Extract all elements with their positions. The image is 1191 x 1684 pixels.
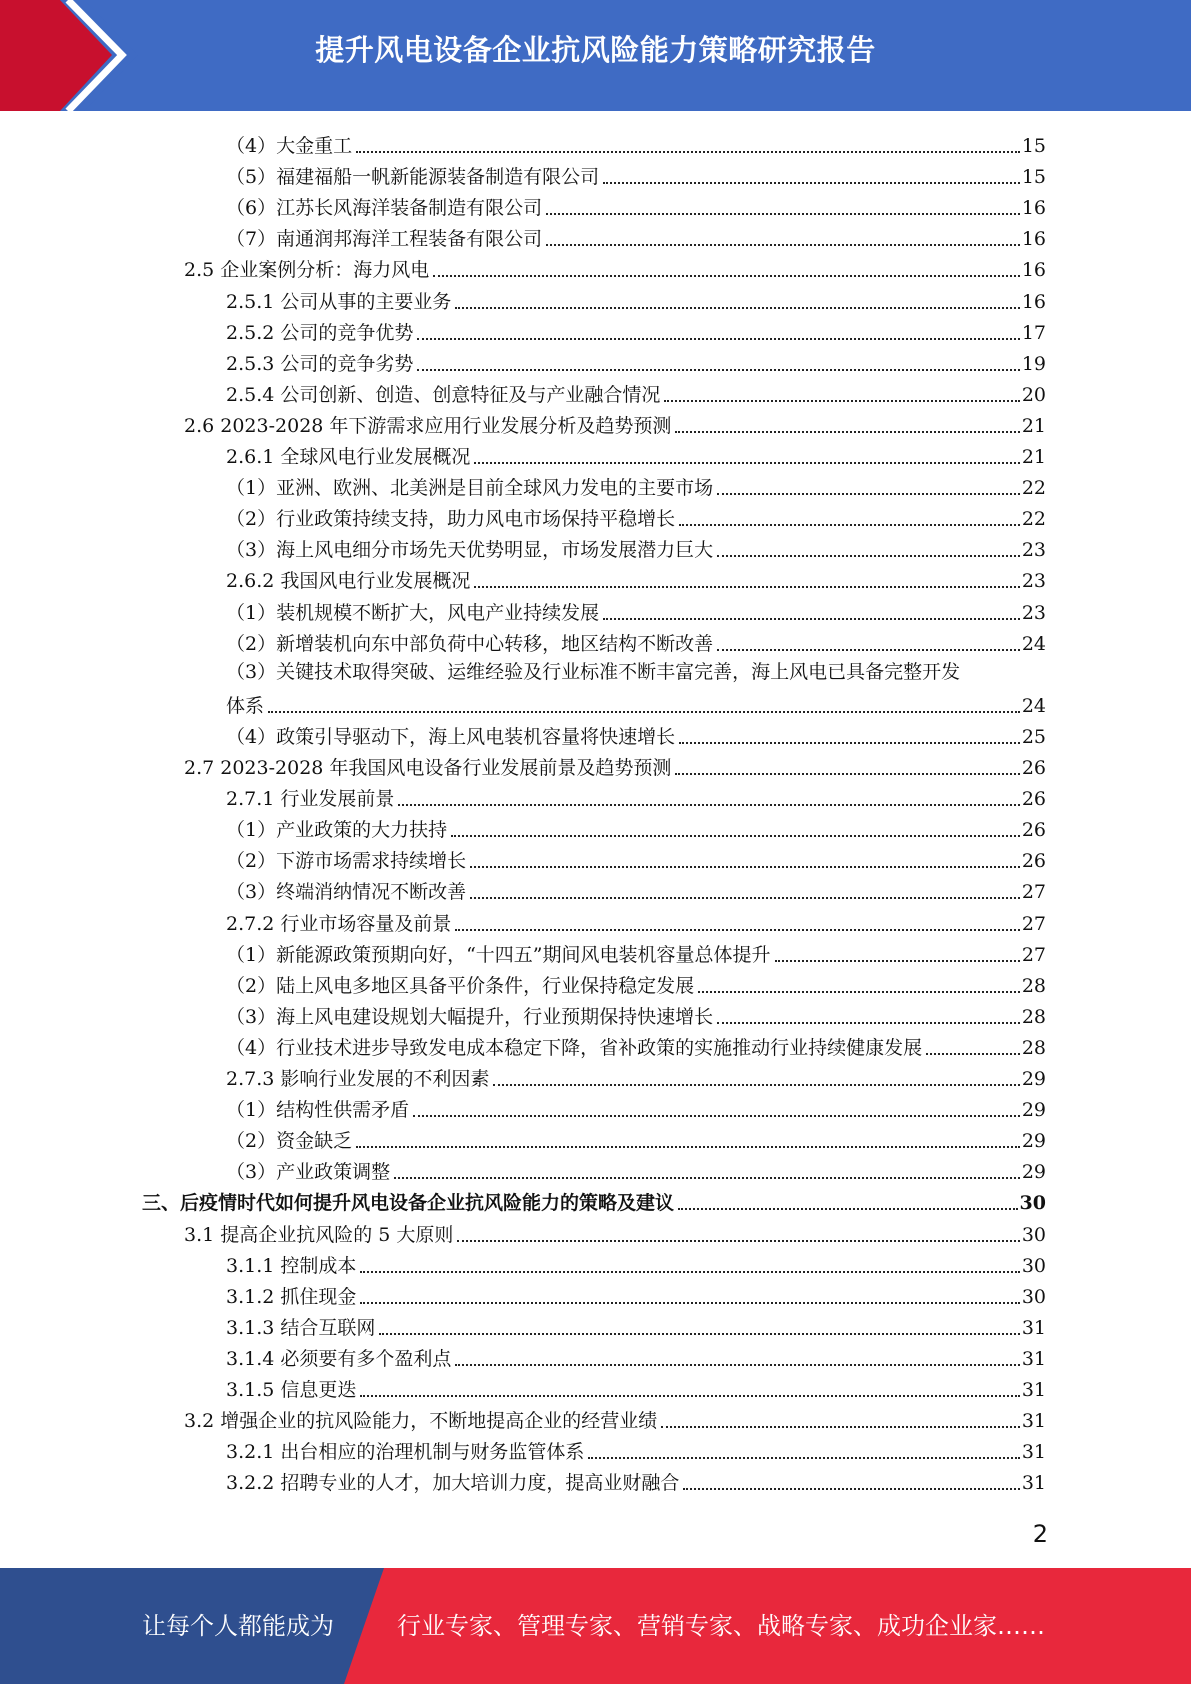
toc-entry-text[interactable]: （3）关键技术取得突破、运维经验及行业标准不断丰富完善，海上风电已具备完整开发 xyxy=(226,660,961,683)
toc-entry-text: （3）终端消纳情况不断改善 xyxy=(226,881,467,904)
dot-leader xyxy=(360,1271,1019,1273)
dot-leader xyxy=(356,151,1020,153)
dot-leader xyxy=(433,275,1020,277)
toc-entry-text: 2.6.1 全球风电行业发展概况 xyxy=(226,446,471,468)
dot-leader xyxy=(268,711,1020,713)
toc-entry[interactable] xyxy=(226,1091,1046,1122)
dot-leader xyxy=(457,1240,1019,1242)
toc-entry[interactable] xyxy=(226,469,1046,500)
dot-leader xyxy=(470,897,1020,899)
toc-page-number: 19 xyxy=(1021,352,1046,375)
toc-entry[interactable] xyxy=(226,1340,1046,1371)
toc-entry[interactable] xyxy=(226,283,1046,314)
toc-entry[interactable] xyxy=(226,314,1046,345)
dot-leader xyxy=(417,369,1019,371)
toc-entry-text: 2.7 2023-2028 年我国风电设备行业发展前景及趋势预测 xyxy=(184,757,672,779)
toc-entry[interactable] xyxy=(226,562,1046,593)
dot-leader xyxy=(474,462,1019,464)
toc-entry-text: （4）大金重工 xyxy=(226,135,353,157)
dot-leader xyxy=(679,742,1020,744)
toc-entry-text: 三、后疫情时代如何提升风电设备企业抗风险能力的策略及建议 xyxy=(142,1192,675,1215)
toc-entry[interactable] xyxy=(184,407,1046,438)
toc-page-number: 27 xyxy=(1021,943,1046,966)
dot-leader xyxy=(356,1146,1020,1148)
toc-entry[interactable] xyxy=(226,1278,1046,1309)
dot-leader xyxy=(775,960,1020,962)
toc-entry[interactable] xyxy=(226,718,1046,749)
toc-page-number: 26 xyxy=(1021,819,1046,842)
dot-leader xyxy=(455,1364,1019,1366)
toc-entry[interactable] xyxy=(226,1060,1046,1091)
toc-entry-text: 2.5.3 公司的竞争劣势 xyxy=(226,352,414,375)
dot-leader xyxy=(451,835,1020,837)
toc-entry[interactable] xyxy=(226,1433,1046,1464)
toc-entry-text: 2.5.4 公司创新、创造、创意特征及与产业融合情况 xyxy=(226,383,661,406)
toc-page-number: 31 xyxy=(1021,1379,1046,1401)
toc-page-number: 30 xyxy=(1019,1192,1046,1215)
toc-entry-text: （1）结构性供需矛盾 xyxy=(226,1099,410,1122)
dot-leader xyxy=(474,586,1019,588)
dot-leader xyxy=(546,213,1020,215)
dot-leader xyxy=(394,1177,1020,1179)
toc-page-number: 31 xyxy=(1021,1441,1046,1464)
toc-entry-text: 2.5.2 公司的竞争优势 xyxy=(226,321,414,344)
toc-page-number: 16 xyxy=(1021,228,1046,251)
toc-entry-text: 3.1.4 必须要有多个盈利点 xyxy=(226,1347,452,1370)
red-chevron-decoration xyxy=(0,0,160,111)
toc-entry-text: （2）行业政策持续支持，助力风电市场保持平稳增长 xyxy=(226,508,676,531)
dot-leader xyxy=(926,1053,1020,1055)
dot-leader xyxy=(455,929,1019,931)
toc-entry[interactable] xyxy=(226,873,1046,904)
toc-page-number: 26 xyxy=(1021,788,1046,811)
toc-entry[interactable] xyxy=(226,842,1046,873)
toc-page-number: 23 xyxy=(1021,601,1046,624)
toc-page-number: 22 xyxy=(1021,508,1046,531)
toc-entry-text: 2.7.1 行业发展前景 xyxy=(226,788,395,811)
page-header xyxy=(0,0,1191,111)
report-title: 提升风电设备企业抗风险能力策略研究报告 xyxy=(315,33,876,67)
toc-page-number: 23 xyxy=(1021,539,1046,562)
footer-slogan-right: 行业专家、管理专家、营销专家、战略专家、成功企业家…… xyxy=(397,1612,1045,1640)
toc-page-number: 24 xyxy=(1021,632,1046,655)
toc-entry-text: （4）行业技术进步导致发电成本稳定下降，省补政策的实施推动行业持续健康发展 xyxy=(226,1036,923,1059)
toc-entry[interactable] xyxy=(184,1402,1046,1433)
toc-entry[interactable] xyxy=(226,1122,1046,1153)
dot-leader xyxy=(717,1022,1020,1024)
toc-entry[interactable] xyxy=(226,376,1046,407)
dot-leader xyxy=(546,244,1020,246)
toc-page-number: 20 xyxy=(1021,383,1046,406)
toc-entry-text: 3.1.3 结合互联网 xyxy=(226,1316,376,1339)
toc-entry[interactable] xyxy=(184,1216,1046,1247)
dot-leader xyxy=(717,493,1020,495)
toc-entry[interactable] xyxy=(226,998,1046,1029)
dot-leader xyxy=(675,773,1019,775)
toc-page-number: 21 xyxy=(1021,446,1046,468)
dot-leader xyxy=(603,618,1020,620)
dot-leader xyxy=(603,182,1020,184)
toc-page-number: 15 xyxy=(1021,135,1046,157)
toc-chapter-entry[interactable] xyxy=(142,1184,1046,1215)
toc-page-number: 27 xyxy=(1021,881,1046,904)
toc-entry-text: （3）海上风电建设规划大幅提升，行业预期保持快速增长 xyxy=(226,1005,714,1028)
toc-page-number: 23 xyxy=(1021,570,1046,593)
toc-page-number: 29 xyxy=(1021,1161,1046,1184)
toc-entry-text: 3.1.5 信息更迭 xyxy=(226,1379,357,1401)
toc-entry-text: （1）亚洲、欧洲、北美洲是目前全球风力发电的主要市场 xyxy=(226,477,714,500)
toc-entry-text: （6）江苏长风海洋装备制造有限公司 xyxy=(226,197,543,220)
toc-entry-text: （2）新增装机向东中部负荷中心转移，地区结构不断改善 xyxy=(226,632,714,655)
toc-entry-text: （5）福建福船一帆新能源装备制造有限公司 xyxy=(226,166,600,189)
toc-page-number: 26 xyxy=(1021,757,1046,779)
toc-entry-text: 2.7.3 影响行业发展的不利因素 xyxy=(226,1068,490,1090)
toc-page-number: 17 xyxy=(1021,321,1046,344)
dot-leader xyxy=(683,1488,1019,1490)
toc-entry[interactable] xyxy=(226,811,1046,842)
dot-leader xyxy=(588,1457,1019,1459)
dot-leader xyxy=(360,1395,1019,1397)
page-number: 2 xyxy=(1032,1520,1048,1548)
toc-page-number: 31 xyxy=(1021,1316,1046,1339)
toc-entry-text: （3）海上风电细分市场先天优势明显，市场发展潜力巨大 xyxy=(226,539,714,562)
toc-entry[interactable] xyxy=(226,1464,1046,1495)
page-footer xyxy=(0,1568,1191,1684)
toc-page-number: 31 xyxy=(1021,1472,1046,1495)
toc-entry-text: 3.2.1 出台相应的治理机制与财务监管体系 xyxy=(226,1441,585,1464)
toc-entry-text: （1）产业政策的大力扶持 xyxy=(226,819,448,842)
toc-entry-text: 3.1.1 控制成本 xyxy=(226,1254,357,1277)
toc-entry-text: （7）南通润邦海洋工程装备有限公司 xyxy=(226,228,543,251)
toc-page-number: 30 xyxy=(1021,1254,1046,1277)
dot-leader xyxy=(413,1115,1020,1117)
toc-page-number: 30 xyxy=(1021,1285,1046,1308)
toc-page-number: 27 xyxy=(1021,912,1046,935)
toc-entry[interactable] xyxy=(226,1247,1046,1278)
toc-page-number: 31 xyxy=(1021,1347,1046,1370)
toc-entry-text: 3.1 提高企业抗风险的 5 大原则 xyxy=(184,1223,454,1246)
toc-entry[interactable] xyxy=(226,500,1046,531)
toc-entry[interactable] xyxy=(226,967,1046,998)
toc-page-number: 16 xyxy=(1021,197,1046,220)
toc-entry[interactable] xyxy=(226,220,1046,251)
dot-leader xyxy=(717,649,1020,651)
dot-leader xyxy=(493,1084,1019,1086)
toc-entry[interactable] xyxy=(226,1153,1046,1184)
toc-page-number: 25 xyxy=(1021,725,1046,748)
toc-entry[interactable] xyxy=(226,189,1046,220)
dot-leader xyxy=(470,866,1020,868)
toc-entry-text: 2.5.1 公司从事的主要业务 xyxy=(226,290,452,313)
dot-leader xyxy=(717,555,1020,557)
toc-entry[interactable] xyxy=(184,749,1046,780)
toc-entry-text: 3.1.2 抓住现金 xyxy=(226,1285,357,1308)
toc-entry[interactable] xyxy=(226,905,1046,936)
toc-entry[interactable] xyxy=(184,251,1046,282)
toc-entry[interactable] xyxy=(226,687,1046,718)
toc-page-number: 22 xyxy=(1021,477,1046,500)
toc-page-number: 31 xyxy=(1021,1410,1046,1433)
dot-leader xyxy=(398,804,1019,806)
toc-page-number: 15 xyxy=(1021,166,1046,189)
toc-entry-text: （1）装机规模不断扩大，风电产业持续发展 xyxy=(226,601,600,624)
toc-entry[interactable] xyxy=(226,438,1046,469)
dot-leader xyxy=(698,991,1020,993)
toc-entry[interactable] xyxy=(226,127,1046,158)
toc-entry[interactable] xyxy=(226,936,1046,967)
toc-entry[interactable] xyxy=(226,531,1046,562)
toc-page-number: 16 xyxy=(1021,259,1046,282)
toc-page-number: 24 xyxy=(1021,694,1046,717)
toc-entry-text: （1）新能源政策预期向好，“十四五”期间风电装机容量总体提升 xyxy=(226,943,771,966)
toc-page-number: 28 xyxy=(1021,1036,1046,1059)
toc-page-number: 21 xyxy=(1021,414,1046,437)
toc-page-number: 16 xyxy=(1021,290,1046,313)
toc-entry-text: 3.2.2 招聘专业的人才，加大培训力度，提高业财融合 xyxy=(226,1472,680,1495)
toc-entry-text: 2.7.2 行业市场容量及前景 xyxy=(226,912,452,935)
toc-page-number: 26 xyxy=(1021,850,1046,873)
footer-slogan-left: 让每个人都能成为 xyxy=(142,1612,334,1640)
toc-entry[interactable] xyxy=(226,1371,1046,1402)
toc-page-number: 29 xyxy=(1021,1099,1046,1122)
toc-entry-text: 3.2 增强企业的抗风险能力，不断地提高企业的经营业绩 xyxy=(184,1410,658,1433)
toc-entry[interactable] xyxy=(226,345,1046,376)
toc-page-number: 28 xyxy=(1021,974,1046,997)
toc-page-number: 29 xyxy=(1021,1130,1046,1153)
toc-entry-text: （2）陆上风电多地区具备平价条件，行业保持稳定发展 xyxy=(226,974,695,997)
toc-entry-text: 2.6 2023-2028 年下游需求应用行业发展分析及趋势预测 xyxy=(184,414,672,437)
dot-leader xyxy=(678,1208,1018,1210)
toc-page-number: 30 xyxy=(1021,1223,1046,1246)
toc-entry[interactable] xyxy=(226,780,1046,811)
dot-leader xyxy=(360,1302,1019,1304)
toc-entry[interactable] xyxy=(226,625,1046,656)
toc-entry-text: （2）资金缺乏 xyxy=(226,1130,353,1153)
toc-entry[interactable] xyxy=(226,158,1046,189)
dot-leader xyxy=(455,307,1019,309)
dot-leader xyxy=(679,524,1020,526)
dot-leader xyxy=(379,1333,1019,1335)
toc-entry-text: （3）产业政策调整 xyxy=(226,1161,391,1184)
toc-page-number: 28 xyxy=(1021,1005,1046,1028)
toc-entry-text: 体系 xyxy=(226,694,265,717)
toc-entry-text: （4）政策引导驱动下，海上风电装机容量将快速增长 xyxy=(226,725,676,748)
toc-entry-text: 2.6.2 我国风电行业发展概况 xyxy=(226,570,471,593)
toc-entry-text: （2）下游市场需求持续增长 xyxy=(226,850,467,873)
dot-leader xyxy=(664,400,1019,402)
toc-entry[interactable] xyxy=(226,1309,1046,1340)
toc-entry-text: 2.5 企业案例分析：海力风电 xyxy=(184,259,430,282)
toc-entry[interactable] xyxy=(226,594,1046,625)
dot-leader xyxy=(417,338,1019,340)
dot-leader xyxy=(661,1426,1020,1428)
toc-page-number: 29 xyxy=(1021,1068,1046,1090)
dot-leader xyxy=(675,431,1019,433)
toc-entry[interactable] xyxy=(226,1029,1046,1060)
